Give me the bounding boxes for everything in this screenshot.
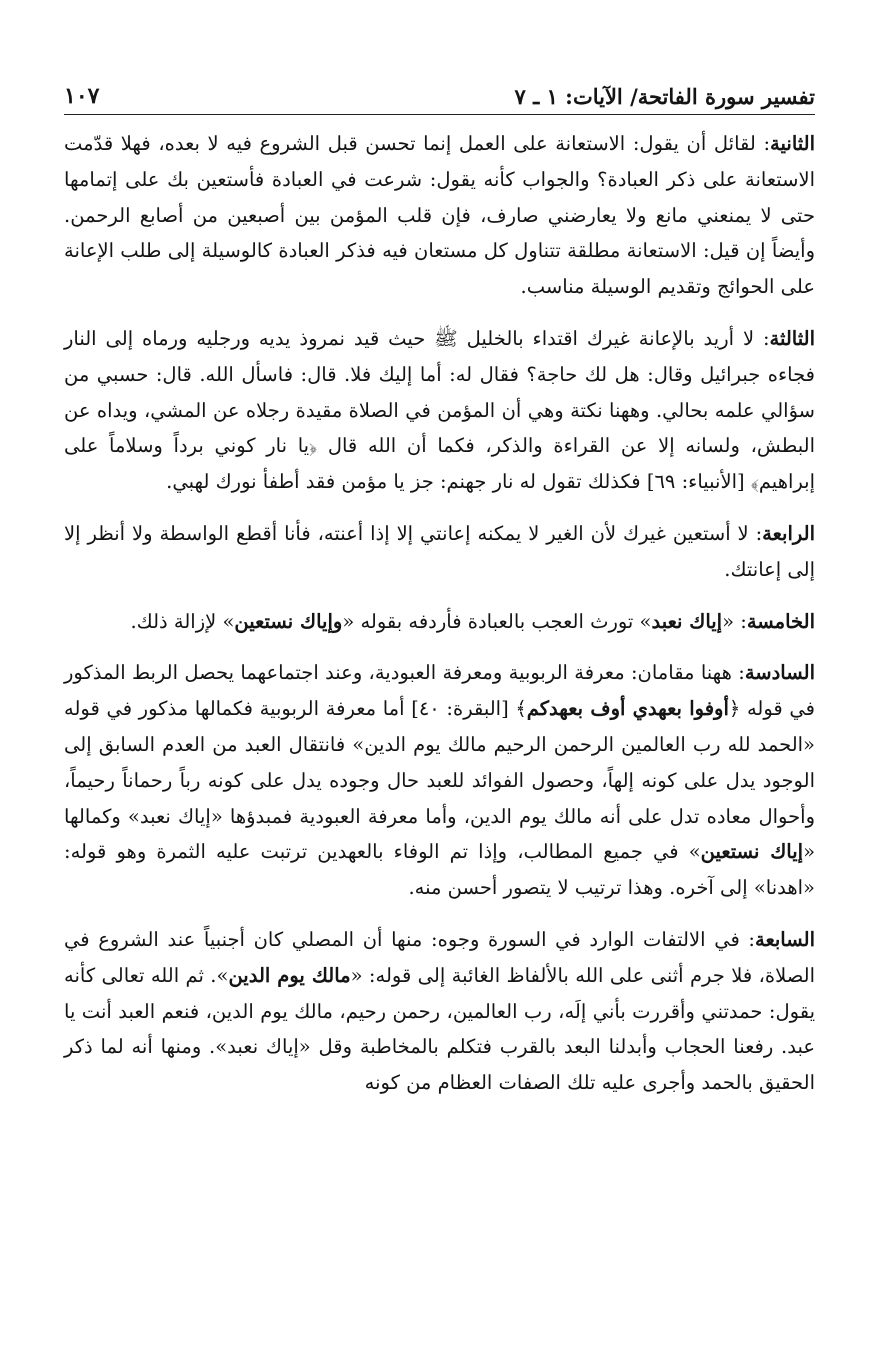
paragraph-label: الثالثة — [769, 326, 815, 350]
paragraph-second — [64, 126, 815, 305]
paragraph-text: : لا أستعين غيرك لأن الغير لا يمكنه إعانتي إلا إذا أعنته، فأنا أقطع الواسطة ولا أنظر إلا إلى إعانتك. — [64, 521, 815, 581]
paragraph-text: : ههنا مقامان: معرفة الربوبية ومعرفة العبودية، وعند اجتماعهما يحصل الربط المذكور في قوله ﴿ — [64, 661, 815, 721]
page-number: ١٠٧ — [64, 83, 100, 109]
emphasized-quote: وإياك نستعين — [234, 609, 343, 633]
emphasized-quote: مالك يوم الدين — [228, 963, 351, 987]
paragraph-text: ». ثم الله تعالى كأنه يقول: حمدتني وأقررت بأني إلَه، رب العالمين، رحمن رحيم، مالك يوم الدين، فنعم العبد أنت يا عبد. رفعنا الحجاب وأبدلنا البعد بالقرب فتكلم بالمخاطبة وقل «إياك نعبد». ومنها أنه لما ذكر الحقيق بالحمد وأجرى عليه تلك الصفات العظام من كونه — [64, 963, 815, 1095]
emphasized-quote: أوفوا بعهدي أوف بعهدكم — [526, 697, 729, 721]
paragraph-label: السادسة — [744, 661, 815, 685]
paragraph-sixth — [64, 655, 815, 906]
emphasized-quote: إياك نعبد — [651, 609, 723, 633]
paragraph-text: » لإزالة ذلك. — [130, 609, 235, 633]
paragraph-text: : « — [722, 609, 747, 633]
paragraph-text: » تورث العجب بالعبادة فأردفه بقوله « — [342, 609, 652, 633]
paragraph-third — [64, 321, 815, 500]
header-title: تفسير سورة الفاتحة/ الآيات: ١ ـ ٧ — [514, 84, 815, 109]
paragraph-text: » في جميع المطالب، وإذا تم الوفاء بالعهدين ترتبت عليه الثمرة وهو قوله: «اهدنا» إلى آخره. وهذا ترتيب لا يتصور أحسن منه. — [64, 840, 815, 900]
paragraph-fourth — [64, 516, 815, 588]
running-header — [64, 74, 815, 115]
emphasized-quote: إياك نستعين — [700, 840, 804, 864]
text-body — [64, 126, 815, 1117]
paragraph-text: : لا أريد بالإعانة غيرك اقتداء بالخليل ﷺ حيث قيد نمروذ يديه ورجليه ورماه إلى النار فجاءه جبرائيل وقال: هل لك حاجة؟ فقال له: أما إليك فلا. قال: فاسأل الله. قال: حسبي من سؤالي علمه بحالي. وههنا نكتة وهي أن المؤمن في الصلاة مقيدة رجلاه عن المشي، ويداه عن البطش، ولسانه إلا عن القراءة والذكر، فكما أن الله قال ﴿يا نار كوني برداً وسلاماً على إبراهيم﴾ [الأنبياء: ٦٩] فكذلك تقول له نار جهنم: جز يا مؤمن فقد أطفأ نورك لهبي. — [64, 326, 815, 494]
paragraph-label: الخامسة — [746, 609, 815, 633]
paragraph-label: السابعة — [755, 927, 815, 951]
paragraph-text: ﴾ [البقرة: ٤٠] أما معرفة الربوبية فكمالها مذكور في قوله «الحمد لله رب العالمين الرحمن الرحيم مالك يوم الدين» فانتقال العبد من العدم السابق إلى الوجود يدل على كونه إلهاً، وحصول الفوائد للعبد حال وجوده يدل على كونه رباً رحماناً رحيماً، وأحوال معاده تدل على أنه مالك يوم الدين، وأما معرفة العبودية فمبدؤها «إياك نعبد» وكمالها « — [64, 697, 815, 864]
paragraph-seventh — [64, 922, 815, 1101]
paragraph-text: : لقائل أن يقول: الاستعانة على العمل إنما تحسن قبل الشروع فيه لا بعده، فهلا قدّمت الاستعانة على ذكر العبادة؟ والجواب كأنه يقول: شرعت في العبادة فأستعين بك على إتمامها حتى لا يمنعني مانع ولا يعارضني صارف، فإن قلب المؤمن بين أصبعين من أصابع الرحمن. وأيضاً إن قيل: الاستعانة مطلقة تتناول كل مستعان فيه فذكر العبادة كالوسيلة إلى طلب الإعانة على الحوائج وتقديم الوسيلة مناسب. — [64, 132, 815, 299]
paragraph-label: الرابعة — [762, 521, 815, 545]
paragraph-label: الثانية — [770, 132, 815, 155]
paragraph-fifth — [64, 604, 815, 640]
paragraph-text: : في الالتفات الوارد في السورة وجوه: منها أن المصلي كان أجنبياً عند الشروع في الصلاة، فلا جرم أثنى على الله بالألفاظ الغائبة إلى قوله: « — [64, 927, 815, 987]
